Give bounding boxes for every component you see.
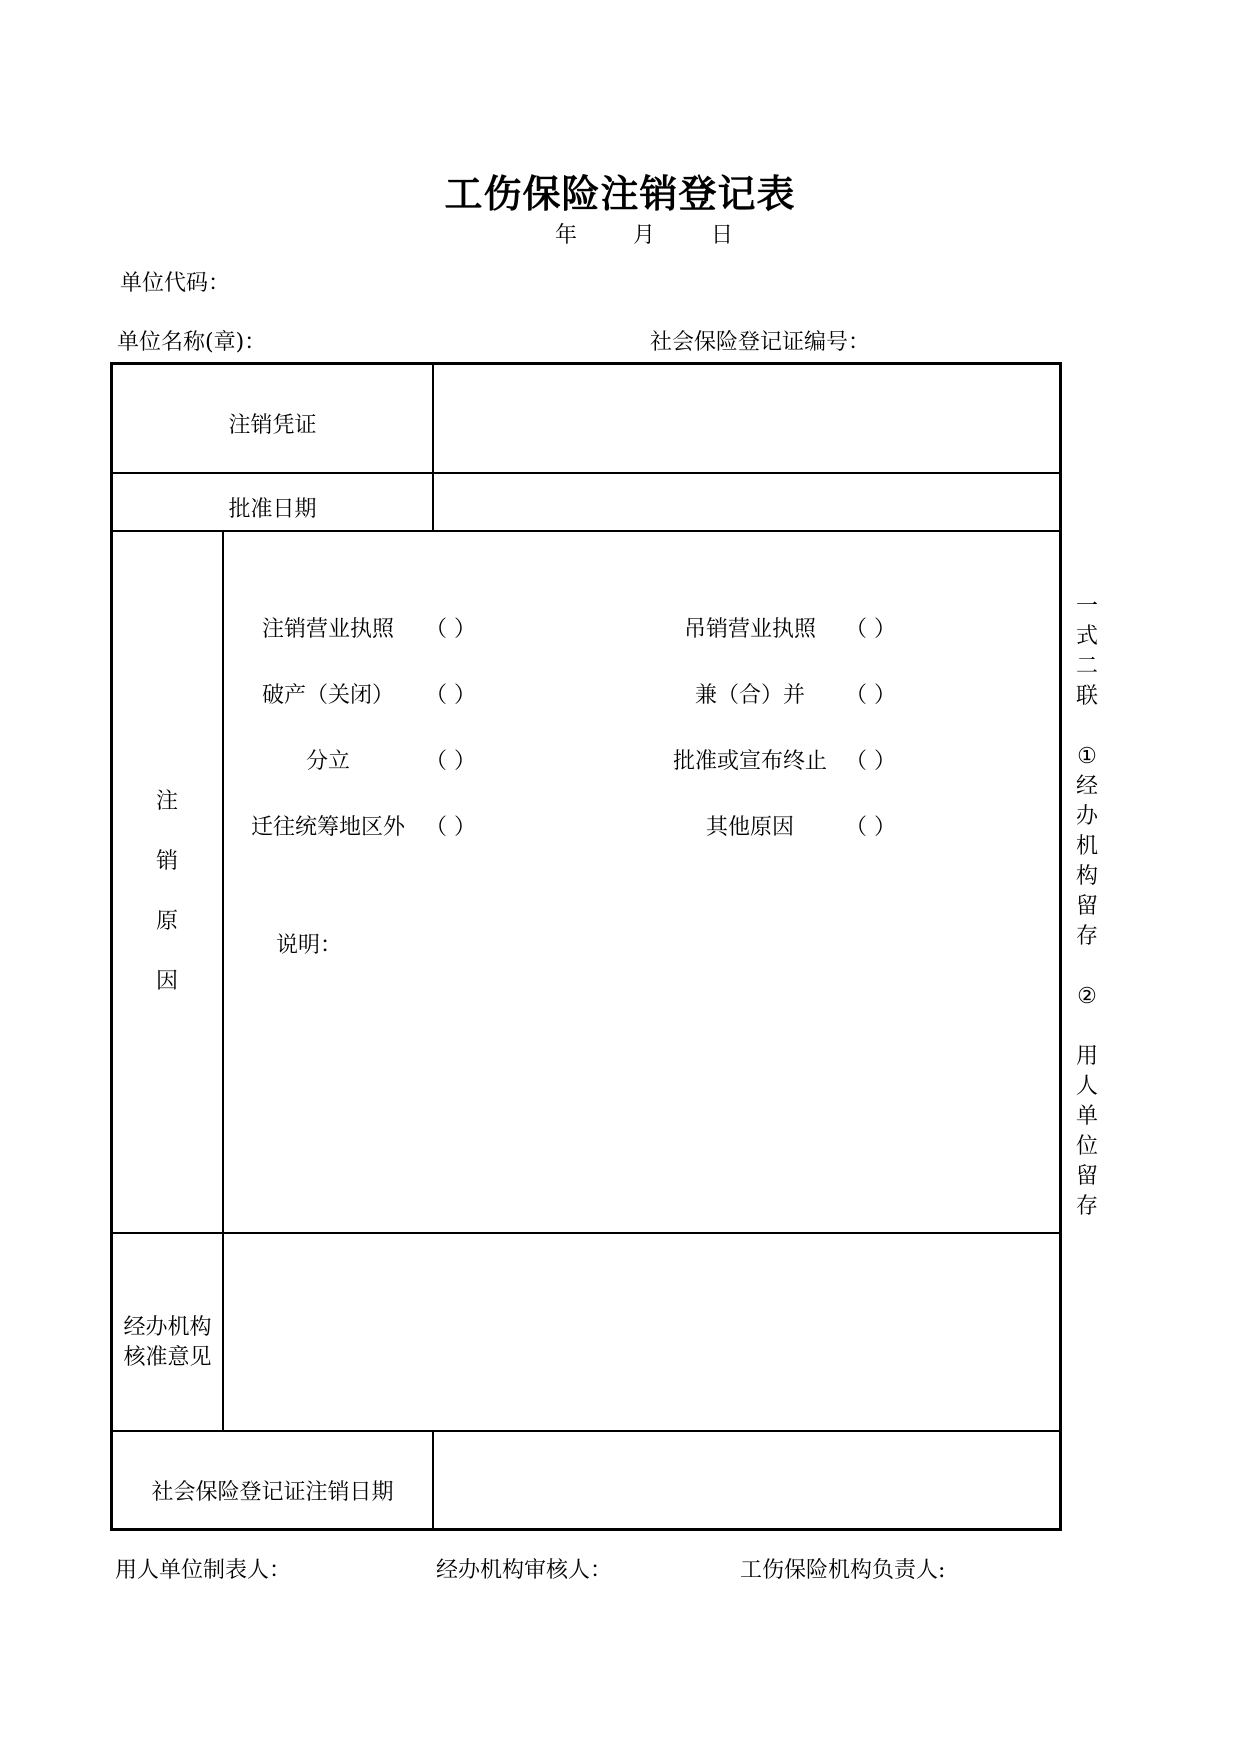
page-title: 工伤保险注销登记表 xyxy=(444,172,796,216)
reason-checkbox[interactable]: （ ） xyxy=(425,815,476,840)
reason-left-item: 分立 xyxy=(305,749,350,774)
reason-label-char: 因 xyxy=(155,969,178,994)
footer-leader: 工伤保险机构负责人: xyxy=(740,1558,946,1583)
side-note-char: 办 xyxy=(1075,804,1098,829)
side-note-char: 机 xyxy=(1075,834,1098,859)
side-note-char: 二 xyxy=(1075,654,1098,679)
col-divider xyxy=(432,362,434,532)
reason-label-char: 销 xyxy=(155,849,178,874)
reason-checkbox[interactable]: （ ） xyxy=(845,749,896,774)
side-note-char: 存 xyxy=(1075,924,1098,949)
reason-right-item: 批准或宣布终止 xyxy=(672,749,827,774)
side-note-char xyxy=(1072,1012,1102,1042)
date-month: 月 xyxy=(633,223,656,248)
side-note-char: ② xyxy=(1077,984,1097,1009)
side-note-char: 存 xyxy=(1075,1194,1098,1219)
unit-name-label: 单位名称(章)： xyxy=(117,330,267,355)
side-note-char: 单 xyxy=(1075,1104,1098,1129)
reason-checkbox[interactable]: （ ） xyxy=(425,683,476,708)
side-note-char: 式 xyxy=(1075,624,1098,649)
side-note xyxy=(1072,592,1102,1222)
reason-checkbox[interactable]: （ ） xyxy=(425,749,476,774)
reason-label-char: 注 xyxy=(155,789,178,814)
opinion-label-line1: 经办机构 xyxy=(123,1315,212,1340)
side-note-char: 一 xyxy=(1075,594,1098,619)
footer-maker: 用人单位制表人： xyxy=(115,1558,292,1583)
date-day: 日 xyxy=(711,223,734,248)
explain-label: 说明： xyxy=(276,933,343,958)
date-year: 年 xyxy=(555,223,578,248)
reason-checkbox[interactable]: （ ） xyxy=(845,683,896,708)
reason-left-item: 迁往统筹地区外 xyxy=(250,815,405,840)
reason-left-item: 注销营业执照 xyxy=(261,617,394,642)
row-divider xyxy=(110,1430,1062,1432)
reg-no-label: 社会保险登记证编号： xyxy=(650,330,871,355)
side-note-char: 留 xyxy=(1075,894,1098,919)
row-divider xyxy=(110,530,1062,532)
reason-checkbox[interactable]: （ ） xyxy=(845,617,896,642)
side-note-char: ① xyxy=(1077,744,1097,769)
side-note-char: 联 xyxy=(1075,684,1098,709)
table-border-bottom xyxy=(110,1528,1062,1531)
row-divider xyxy=(110,472,1062,474)
reason-left-item: 破产（关闭） xyxy=(261,683,394,708)
table-border-top xyxy=(110,362,1062,365)
footer-reviewer: 经办机构审核人： xyxy=(436,1558,613,1583)
date-line xyxy=(555,218,733,249)
reason-checkbox[interactable]: （ ） xyxy=(425,617,476,642)
side-note-char xyxy=(1072,712,1102,742)
table-border-right xyxy=(1059,362,1062,1531)
col-divider xyxy=(222,530,224,1432)
opinion-label-line2: 核准意见 xyxy=(123,1345,212,1370)
side-note-char: 位 xyxy=(1075,1134,1098,1159)
row-divider xyxy=(110,1232,1062,1234)
unit-code-label: 单位代码： xyxy=(120,271,231,296)
side-note-char xyxy=(1072,952,1102,982)
cancel-date-label: 社会保险登记证注销日期 xyxy=(151,1480,394,1505)
reason-label-char: 原 xyxy=(155,909,178,934)
side-note-char: 留 xyxy=(1075,1164,1098,1189)
side-note-char: 用 xyxy=(1075,1044,1098,1069)
side-note-char: 经 xyxy=(1075,774,1098,799)
reason-right-item: 其他原因 xyxy=(705,815,794,840)
col-divider xyxy=(432,1430,434,1530)
reason-checkbox[interactable]: （ ） xyxy=(845,815,896,840)
approve-date-label: 批准日期 xyxy=(228,497,317,522)
reason-right-item: 兼（合）并 xyxy=(694,683,805,708)
reason-right-item: 吊销营业执照 xyxy=(683,617,816,642)
side-note-char: 构 xyxy=(1075,864,1098,889)
voucher-label: 注销凭证 xyxy=(228,413,317,438)
side-note-char: 人 xyxy=(1075,1074,1098,1099)
